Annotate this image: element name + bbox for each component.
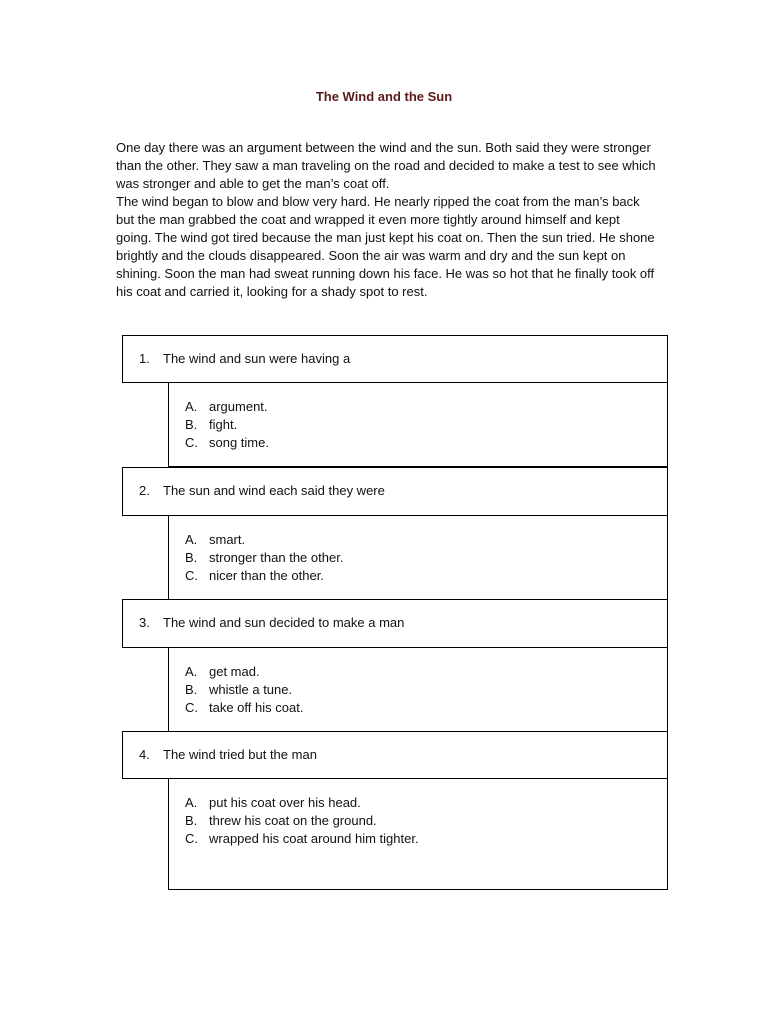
- option-text: whistle a tune.: [209, 682, 293, 697]
- question-1-option-c[interactable]: [185, 434, 269, 452]
- option-text: threw his coat on the ground.: [209, 813, 377, 828]
- question-2-prompt: The sun and wind each said they were: [163, 483, 385, 498]
- question-3-number: 3.: [139, 615, 150, 630]
- question-1-prompt: The wind and sun were having a: [163, 351, 351, 366]
- option-letter: C.: [185, 831, 198, 846]
- question-4-text: [139, 747, 317, 762]
- question-1-box: [122, 335, 668, 383]
- question-4-option-a[interactable]: [185, 794, 419, 812]
- option-letter: A.: [185, 795, 198, 810]
- option-text: stronger than the other.: [209, 550, 344, 565]
- option-letter: A.: [185, 399, 198, 414]
- option-text: song time.: [209, 435, 269, 450]
- question-4-prompt: The wind tried but the man: [163, 747, 317, 762]
- question-3-prompt: The wind and sun decided to make a man: [163, 615, 405, 630]
- question-4-box: [122, 731, 668, 779]
- option-text: wrapped his coat around him tighter.: [209, 831, 419, 846]
- question-3-option-b[interactable]: [185, 681, 303, 699]
- option-text: get mad.: [209, 664, 260, 679]
- question-2-text: [139, 483, 385, 498]
- question-1-option-b[interactable]: [185, 416, 269, 434]
- question-4-option-b[interactable]: [185, 812, 419, 830]
- option-letter: A.: [185, 664, 198, 679]
- option-text: argument.: [209, 399, 268, 414]
- question-1-option-a[interactable]: [185, 398, 269, 416]
- question-2-option-a[interactable]: [185, 531, 343, 549]
- story-text: [116, 139, 656, 301]
- worksheet-title: The Wind and the Sun: [315, 89, 453, 104]
- question-2-option-b[interactable]: [185, 549, 343, 567]
- question-3-answers: [168, 647, 668, 732]
- option-letter: B.: [185, 813, 198, 828]
- question-3-option-c[interactable]: [185, 699, 303, 717]
- option-letter: B.: [185, 417, 198, 432]
- question-2-option-c[interactable]: [185, 567, 343, 585]
- option-letter: A.: [185, 532, 198, 547]
- question-3-box: [122, 599, 668, 648]
- option-text: nicer than the other.: [209, 568, 324, 583]
- option-letter: B.: [185, 550, 198, 565]
- question-3-option-a[interactable]: [185, 663, 303, 681]
- question-4-number: 4.: [139, 747, 150, 762]
- option-letter: B.: [185, 682, 198, 697]
- question-4-option-c[interactable]: [185, 830, 419, 848]
- option-letter: C.: [185, 700, 198, 715]
- option-letter: C.: [185, 435, 198, 450]
- story-paragraph-2: The wind began to blow and blow very hard. He nearly ripped the coat from the man’s back but the man grabbed the coat and wrapped it even more tightly around himself and kept going. The wind got tired because the man just kept his coat on. Then the sun tried. He shone brightly and the clouds disappeared. Soon the air was warm and dry and the sun kept on shining. Soon the man had sweat running down his face. He was so hot that he finally took off his coat and carried it, looking for a shady spot to rest.: [116, 194, 655, 299]
- option-text: fight.: [209, 417, 238, 432]
- question-1-text: [139, 351, 350, 366]
- option-letter: C.: [185, 568, 198, 583]
- option-text: smart.: [209, 532, 246, 547]
- question-1-number: 1.: [139, 351, 150, 366]
- option-text: put his coat over his head.: [209, 795, 361, 810]
- question-2-box: [122, 467, 668, 516]
- question-3-text: [139, 615, 404, 630]
- option-text: take off his coat.: [209, 700, 304, 715]
- question-4-answers: [168, 778, 668, 890]
- question-2-number: 2.: [139, 483, 150, 498]
- question-1-answers: [168, 382, 668, 467]
- question-2-answers: [168, 515, 668, 600]
- story-paragraph-1: One day there was an argument between the wind and the sun. Both said they were stronger than the other. They saw a man traveling on the road and decided to make a test to see which was stronger and able to get the man’s coat off.: [116, 140, 656, 191]
